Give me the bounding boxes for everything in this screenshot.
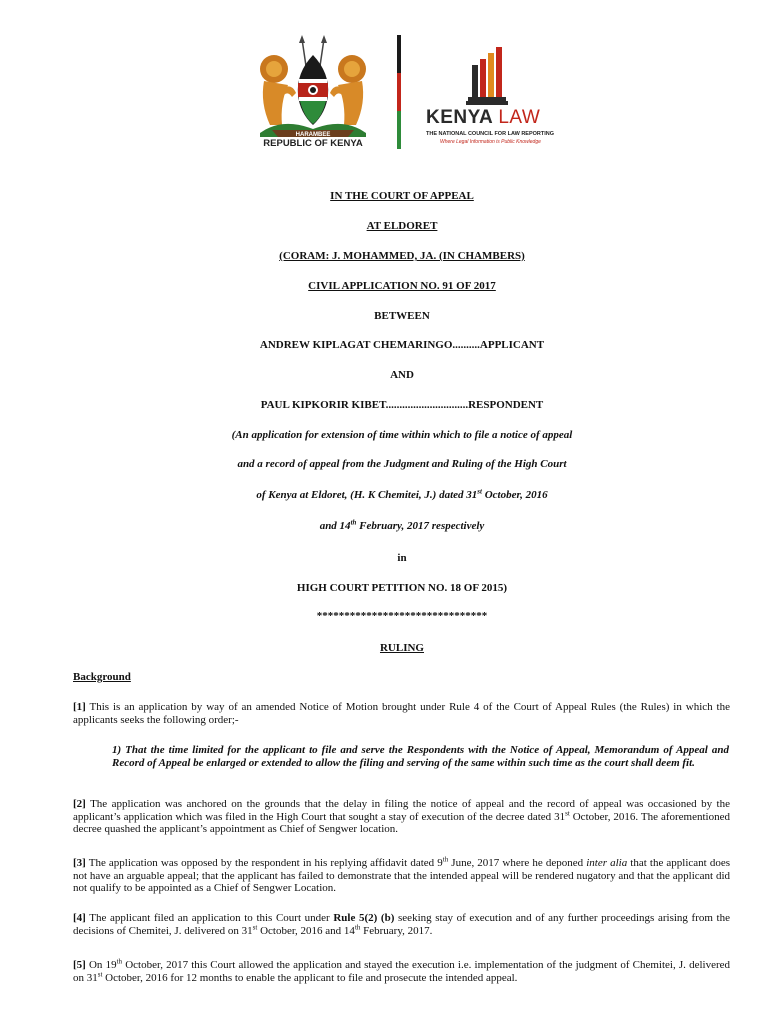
kenya-law-name-left: KENYA <box>426 107 493 128</box>
background-heading: Background <box>73 671 131 683</box>
kenya-law-logo <box>426 45 556 155</box>
kenya-coat-of-arms-logo <box>252 33 374 153</box>
coram-line: (CORAM: J. MOHAMMED, JA. (IN CHAMBERS) <box>279 250 525 262</box>
order-1: 1) That the time limited for the applicant to file and serve the Respondents with the Notice of Appeal, Memorandum of Appeal and Record of Appeal be enlarged or extended to allow the filing and serving of the same within such time as the court shall deem fit. <box>112 744 729 769</box>
kenya-law-tagline: Where Legal Information is Public Knowledge <box>440 139 541 145</box>
kenya-law-title <box>426 107 540 129</box>
application-description-line-4: and 14th February, 2017 respectively <box>319 518 485 532</box>
kenya-law-name-right: LAW <box>498 107 541 128</box>
application-number: CIVIL APPLICATION NO. 91 OF 2017 <box>308 280 496 292</box>
paragraph-4: [4] The applicant filed an application to this Court under Rule 5(2) (b) seeking stay of execution and of any further proceedings arising from the decisions of Chemitei, J. delivered on 31st October, 2016 and 14th February, 2017. <box>73 912 730 937</box>
court-heading: IN THE COURT OF APPEAL <box>330 190 474 202</box>
and-label: AND <box>390 369 414 381</box>
application-description-line-3: of Kenya at Eldoret, (H. K Chemitei, J.) dated 31st October, 2016 <box>256 487 548 501</box>
kenya-law-subtitle: THE NATIONAL COUNCIL FOR LAW REPORTING <box>426 131 555 137</box>
paragraph-2: [2] The application was anchored on the grounds that the delay in filing the notice of appeal and the record of appeal was occasioned by the applicant’s application which was filed in the High Court that sought a stay of execution of the decree dated 31st October, 2016. The aforementioned decree quashed the applicant’s appointment as Chief of Sengwer location. <box>73 798 730 835</box>
separator-stars: ******************************* <box>316 610 488 622</box>
paragraph-5: [5] On 19th October, 2017 this Court allowed the application and stayed the execution i.e. implementation of the judgment of Chemitei, J. delivered on 31st October, 2016 for 12 months to enable the applicant to file and prosecute the intended appeal. <box>73 957 730 984</box>
in-label: in <box>397 552 407 564</box>
paragraph-1: [1] This is an application by way of an amended Notice of Motion brought under Rule 4 of the Court of Appeal Rules (the Rules) in which the applicants seeks the following order;- <box>73 701 730 726</box>
coat-of-arms-motto: HARAMBEE <box>295 132 331 138</box>
republic-of-kenya-label: REPUBLIC OF KENYA <box>263 138 363 149</box>
application-description-line-2: and a record of appeal from the Judgment and Ruling of the High Court <box>237 458 567 470</box>
paragraph-3: [3] The application was opposed by the respondent in his replying affidavit dated 9th June, 2017 where he deponed inter alia that the applicant does not have an arguable appeal; that the applicant has failed to demonstrate that the intended appeal will be rendered nugatory and that the applicant did not qualify to be appointed as a Chief of Sengwer Location. <box>73 855 730 894</box>
respondent-line: PAUL KIPKORIR KIBET..............................RESPONDENT <box>260 399 544 411</box>
petition-line: HIGH COURT PETITION NO. 18 OF 2015) <box>296 582 508 594</box>
application-description-line-1: (An application for extension of time within which to file a notice of appeal <box>231 429 573 441</box>
ruling-heading: RULING <box>379 642 424 654</box>
between-label: BETWEEN <box>374 310 430 322</box>
applicant-line: ANDREW KIPLAGAT CHEMARINGO..........APPLICANT <box>259 339 545 351</box>
kenya-law-building-icon <box>464 45 508 105</box>
tricolour-divider <box>397 35 401 149</box>
court-location: AT ELDORET <box>366 220 438 232</box>
